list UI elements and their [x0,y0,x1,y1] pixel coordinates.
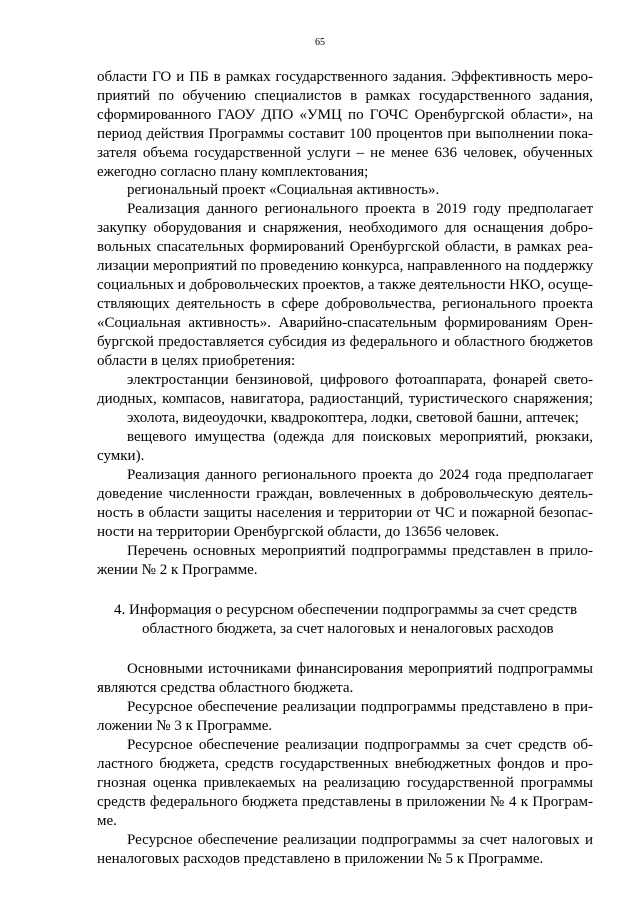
text-line: Реализация данного регионального проекта в 2019 году предполагает [127,201,593,217]
text-line: ежегодно согласно плану комплектования; [97,164,369,180]
text-line: приятий по обучению специалистов в рамках государственного задания, [97,88,593,104]
text-line: ности на территории Оренбургской области, до 13656 человек. [97,524,500,540]
text-line: ложении № 3 к Программе. [97,718,273,734]
text-line: области ГО и ПБ в рамках государственного задания. Эффективность меро- [97,69,593,85]
text-line: зателя объема государственной услуги – не менее 636 человек, обученных [97,145,593,161]
text-line: ластного бюджета, средств государственных внебюджетных фондов и про- [97,756,593,772]
text-line: вольных спасательных формирований Оренбургской области, в рамках реа- [97,239,593,255]
text-line: «Социальная активность». Аварийно-спасательным формированиям Орен- [97,315,593,331]
text-line: средств федерального бюджета представлены в приложении № 4 к Програм- [97,794,593,810]
text-line: гнозная оценка привлекаемых на реализацию государственной программы [97,775,593,791]
text-line: являются средства областного бюджета. [97,680,354,696]
text-line: закупку оборудования и снаряжения, необходимого для оснащения добро- [97,220,593,236]
text-line: период действия Программы составит 100 процентов при выполнении пока- [97,126,593,142]
text-line: сформированного ГАОУ ДПО «УМЦ по ГОЧС Оренбургской области», на [97,107,593,123]
text-line: лизации мероприятий по проведению конкурса, направленного на поддержку [97,258,594,274]
text-line: Ресурсное обеспечение реализации подпрограммы за счет налоговых и [127,832,593,848]
text-line: ме. [97,813,117,829]
text-line: ность в области защиты населения и территории от ЧС и пожарной безопас- [97,505,593,521]
text-line: социальных и добровольческих проектов, а также деятельности НКО, осуще- [97,277,594,293]
text-line: региональный проект «Социальная активность». [127,182,440,198]
text-line: вещевого имущества (одежда для поисковых мероприятий, рюкзаки, [127,429,593,445]
text-line: бургской предоставляется субсидия из федерального и областного бюджетов [97,334,593,350]
text-line: Реализация данного регионального проекта до 2024 года предполагает [127,467,593,483]
text-line: электростанции бензиновой, цифрового фотоаппарата, фонарей свето- [127,372,593,388]
text-line: диодных, компасов, навигатора, радиостанций, туристического снаряжения; [97,391,593,407]
text-line: Перечень основных мероприятий подпрограммы представлен в прило- [127,543,593,559]
section-heading-line: 4. Информация о ресурсном обеспечении подпрограммы за счет средств [114,602,578,618]
text-line: области в целях приобретения: [97,353,296,369]
text-line: Ресурсное обеспечение реализации подпрограммы за счет средств об- [127,737,593,753]
text-line: жении № 2 к Программе. [97,562,258,578]
text-line: сумки). [97,448,145,464]
text-line: неналоговых расходов представлено в приложении № 5 к Программе. [97,851,544,867]
text-line: ствляющих деятельность в сфере добровольчества, регионального проекта [97,296,593,312]
text-line: Ресурсное обеспечение реализации подпрограммы представлено в при- [127,699,593,715]
text-line: доведение численности граждан, вовлеченных в добровольческую деятель- [97,486,593,502]
text-line: эхолота, видеоудочки, квадрокоптера, лодки, световой башни, аптечек; [127,410,579,426]
text-line: Основными источниками финансирования мероприятий подпрограммы [127,661,593,677]
section-heading-line: областного бюджета, за счет налоговых и неналоговых расходов [142,621,554,637]
page-number: 65 [315,37,325,48]
